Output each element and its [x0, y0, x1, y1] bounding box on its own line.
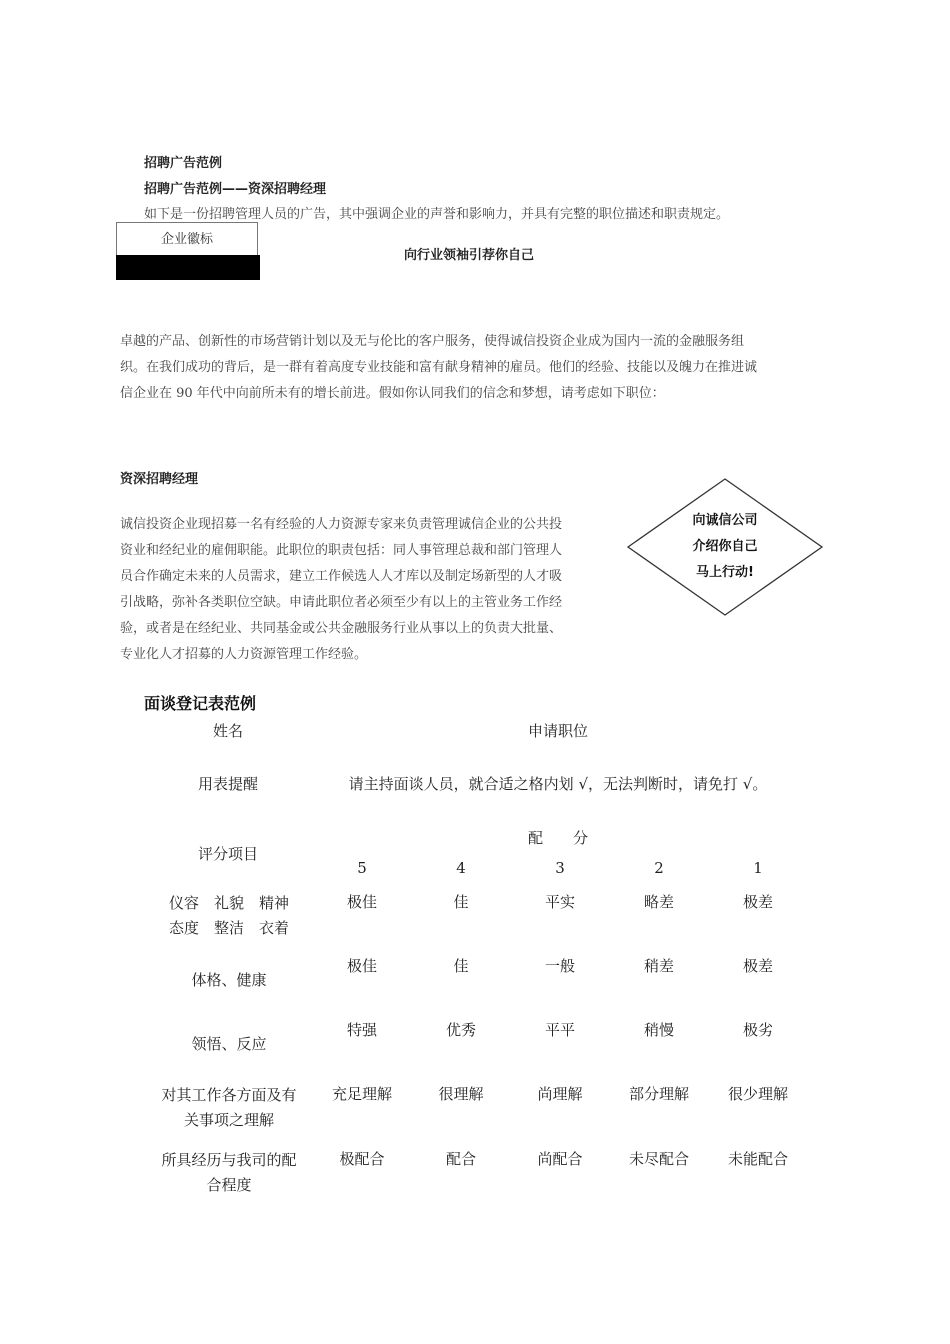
- table-cell[interactable]: 稍差: [643, 957, 674, 975]
- callout-line: 马上行动!: [696, 565, 754, 580]
- form-title: 面谈登记表范例: [144, 694, 257, 713]
- table-cell[interactable]: 很理解: [438, 1085, 484, 1103]
- logo-black-bar: [116, 255, 260, 280]
- table-cell[interactable]: 佳: [453, 893, 469, 911]
- table-cell[interactable]: 未尽配合: [628, 1150, 689, 1168]
- paragraph-line: 诚信投资企业现招募一名有经验的人力资源专家来负责管理诚信企业的公共投: [120, 517, 563, 532]
- score-item-label: 评分项目: [197, 845, 258, 863]
- table-cell[interactable]: 部分理解: [628, 1085, 689, 1103]
- table-cell[interactable]: 特强: [346, 1021, 377, 1039]
- score-5: 5: [357, 859, 367, 877]
- page-subtitle: 招聘广告范例——资深招聘经理: [144, 182, 327, 197]
- score-4: 4: [456, 859, 466, 877]
- score-1: 1: [753, 859, 763, 877]
- score-header: 配 分: [527, 829, 588, 847]
- paragraph-line: 卓越的产品、创新性的市场营销计划以及无与伦比的客户服务，使得诚信投资企业成为国内一流的金融服务组: [120, 334, 745, 349]
- table-cell[interactable]: 极佳: [346, 957, 377, 975]
- table-row-label: 体格、健康: [191, 971, 267, 989]
- paragraph-line: 验，或者是在经纪业、共同基金或公共金融服务行业从事以上的负责大批量、: [120, 621, 563, 636]
- position-title: 资深招聘经理: [120, 472, 199, 487]
- position-description: [120, 512, 620, 668]
- paragraph-line: 专业化人才招募的人力资源管理工作经验。: [120, 647, 368, 662]
- table-cell[interactable]: 略差: [643, 893, 674, 911]
- table-row-label: 仪容 礼貌 精神 态度 整洁 衣着: [168, 894, 289, 937]
- paragraph-line: 信企业在 90 年代中向前所未有的增长前进。假如你认同我们的信念和梦想，请考虑如下职位：: [120, 386, 665, 401]
- table-cell[interactable]: 未能配合: [727, 1150, 788, 1168]
- paragraph-line: 员合作确定未来的人员需求，建立工作候选人人才库以及制定场新型的人才吸: [120, 569, 563, 584]
- callout-line: 介绍你自己: [692, 539, 758, 554]
- company-intro-paragraph: [120, 329, 840, 407]
- paragraph-line: 资业和经纪业的雇佣职能。此职位的职责包括：同人事管理总裁和部门管理人: [120, 543, 563, 558]
- table-cell[interactable]: 极劣: [742, 1021, 773, 1039]
- paragraph-line: 引战略，弥补各类职位空缺。申请此职位者必须至少有以上的主管业务工作经: [120, 595, 563, 610]
- table-cell[interactable]: 极佳: [346, 893, 377, 911]
- table-row-label: 所具经历与我司的配 合程度: [161, 1151, 297, 1194]
- table-cell[interactable]: 一般: [544, 957, 575, 975]
- table-cell[interactable]: 配合: [445, 1150, 476, 1168]
- score-2: 2: [654, 859, 664, 877]
- ad-slogan: 向行业领袖引荐你自己: [404, 248, 535, 263]
- callout-diamond: [626, 478, 824, 616]
- table-cell[interactable]: 很少理解: [727, 1085, 788, 1103]
- table-cell[interactable]: 佳: [453, 957, 469, 975]
- page-title: 招聘广告范例: [144, 156, 223, 171]
- table-cell[interactable]: 优秀: [445, 1021, 476, 1039]
- company-logo-placeholder: [116, 222, 258, 280]
- table-cell[interactable]: 平平: [544, 1021, 575, 1039]
- callout-text: [626, 508, 824, 586]
- name-label: 姓名: [212, 722, 243, 740]
- reminder-label: 用表提醒: [197, 775, 258, 793]
- table-row-label: 领悟、反应: [191, 1035, 267, 1053]
- logo-label: 企业徽标: [160, 232, 213, 247]
- table-cell[interactable]: 极差: [742, 893, 773, 911]
- table-row-label: 对其工作各方面及有 关事项之理解: [161, 1086, 297, 1129]
- table-cell[interactable]: 平实: [544, 893, 575, 911]
- table-cell[interactable]: 尚配合: [537, 1150, 583, 1168]
- paragraph-line: 织。在我们成功的背后，是一群有着高度专业技能和富有献身精神的雇员。他们的经验、技能以及魄力在推进诚: [120, 360, 758, 375]
- table-cell[interactable]: 尚理解: [537, 1085, 583, 1103]
- score-3: 3: [555, 859, 565, 877]
- intro-text: 如下是一份招聘管理人员的广告，其中强调企业的声誉和影响力，并具有完整的职位描述和职责规定。: [144, 207, 730, 222]
- position-label: 申请职位: [527, 722, 588, 740]
- reminder-text: 请主持面谈人员，就合适之格内划 √，无法判断时，请免打 √。: [348, 775, 768, 793]
- callout-line: 向诚信公司: [692, 513, 758, 528]
- table-cell[interactable]: 极差: [742, 957, 773, 975]
- table-cell[interactable]: 充足理解: [331, 1085, 392, 1103]
- table-cell[interactable]: 极配合: [339, 1150, 385, 1168]
- table-cell[interactable]: 稍慢: [643, 1021, 674, 1039]
